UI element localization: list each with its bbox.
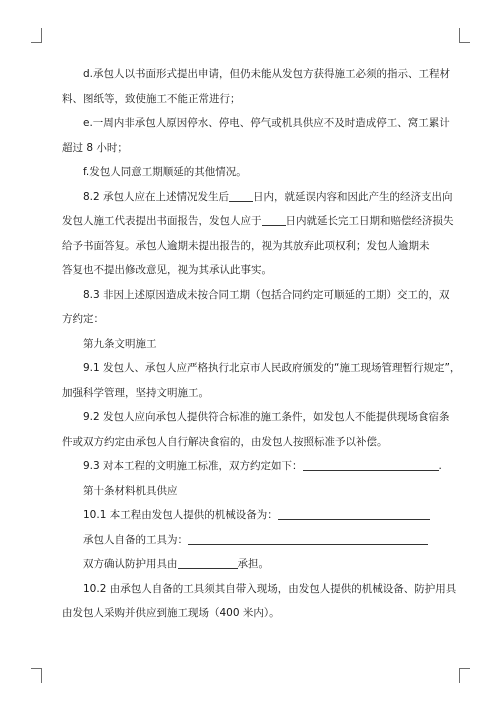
clause-10-1 <box>62 503 440 528</box>
clause-8-2-text-a: 8.2 承包人应在上述情况发生后 <box>83 190 230 203</box>
days-report-blank[interactable] <box>229 188 253 202</box>
contractor-tools <box>62 528 440 553</box>
crop-mark-top-right <box>459 28 470 43</box>
article-10-heading: 第十条材料机具供应 <box>83 484 178 497</box>
clause-9-1-line-1: 9.1 发包人、承包人应严格执行北京市人民政府颁发的“施工现场管理暂行规定”， <box>83 362 461 374</box>
clause-9-1-line-2: 加强科学管理，坚持文明施工。 <box>62 386 209 399</box>
clause-9-3-text: 9.3 对本工程的文明施工标准，双方约定如下： <box>83 460 303 472</box>
clause-8-2-line-2 <box>62 209 454 234</box>
clause-8-2-line-1 <box>62 185 453 210</box>
protective-gear-blank[interactable] <box>178 555 238 569</box>
clause-f: f.发包人同意工期顺延的其他情况。 <box>83 166 247 178</box>
clause-8-2-line-4: 答复也不提出修改意见，视为其承认此事实。 <box>62 264 272 276</box>
document-body <box>62 62 461 626</box>
clause-9-2-line-1: 9.2 发包人应向承包人提供符合标准的施工条件，如发包人不能提供现场食宿条 <box>83 411 450 423</box>
clause-9-3 <box>62 454 440 479</box>
protective-gear-text-a: 双方确认防护用具由 <box>83 558 178 570</box>
clause-10-2-line-1: 10.2 由承包人自备的工具须其自带入现场，由发包人提供的机械设备、防护用具 <box>83 582 457 595</box>
clause-e-line-2: 超过 8 小时； <box>62 141 128 154</box>
article-9-heading: 第九条文明施工 <box>83 337 157 350</box>
protective-gear <box>62 552 440 577</box>
clause-8-2-text-d: 日内就延长完工日期和赔偿经济损失 <box>285 215 454 227</box>
clause-9-3-period: . <box>438 460 442 472</box>
crop-mark-bottom-right <box>459 668 470 683</box>
clause-10-1-text: 10.1 本工程由发包人提供的机械设备为： <box>83 509 278 521</box>
clause-e-line-1: e.一周内非承包人原因停水、停电、停气或机具供应不及时造成停工、窝工累计 <box>83 117 450 129</box>
clause-8-2-text-c: 发包人施工代表提出书面报告，发包人应于 <box>62 215 262 227</box>
protective-gear-text-b: 承担。 <box>237 558 269 570</box>
civilized-standard-blank[interactable] <box>303 457 439 471</box>
crop-mark-top-left <box>31 28 42 43</box>
days-reply-blank[interactable] <box>262 212 286 226</box>
clause-d-line-1: d.承包人以书面形式提出申请，但仍未能从发包方获得施工必须的指示、工程材 <box>83 68 451 80</box>
contractor-tools-blank[interactable] <box>188 531 428 545</box>
clause-8-2-text-b: 日内，就延误内容和因此产生的经济支出向 <box>253 190 453 203</box>
crop-mark-bottom-left <box>31 668 42 683</box>
clause-10-2-line-2: 由发包人采购并供应到施工现场（400 米内）。 <box>62 607 280 619</box>
clause-8-3-line-2: 方约定： <box>62 313 104 325</box>
clause-9-2-line-2: 件或双方约定由承包人自行解决食宿的，由发包人按照标准予以补偿。 <box>62 435 388 448</box>
clause-d-line-2: 料、图纸等，致使施工不能正常进行； <box>62 92 241 105</box>
clause-8-3-line-1: 8.3 非因上述原因造成未按合同工期（包括合同约定可顺延的工期）交工的，双 <box>83 288 450 301</box>
clause-8-2-line-3: 给予书面答复。承包人逾期未提出报告的，视为其放弃此项权利；发包人逾期未 <box>62 239 430 252</box>
contractor-tools-text: 承包人自备的工具为： <box>83 533 188 546</box>
owner-equipment-blank[interactable] <box>278 506 430 520</box>
